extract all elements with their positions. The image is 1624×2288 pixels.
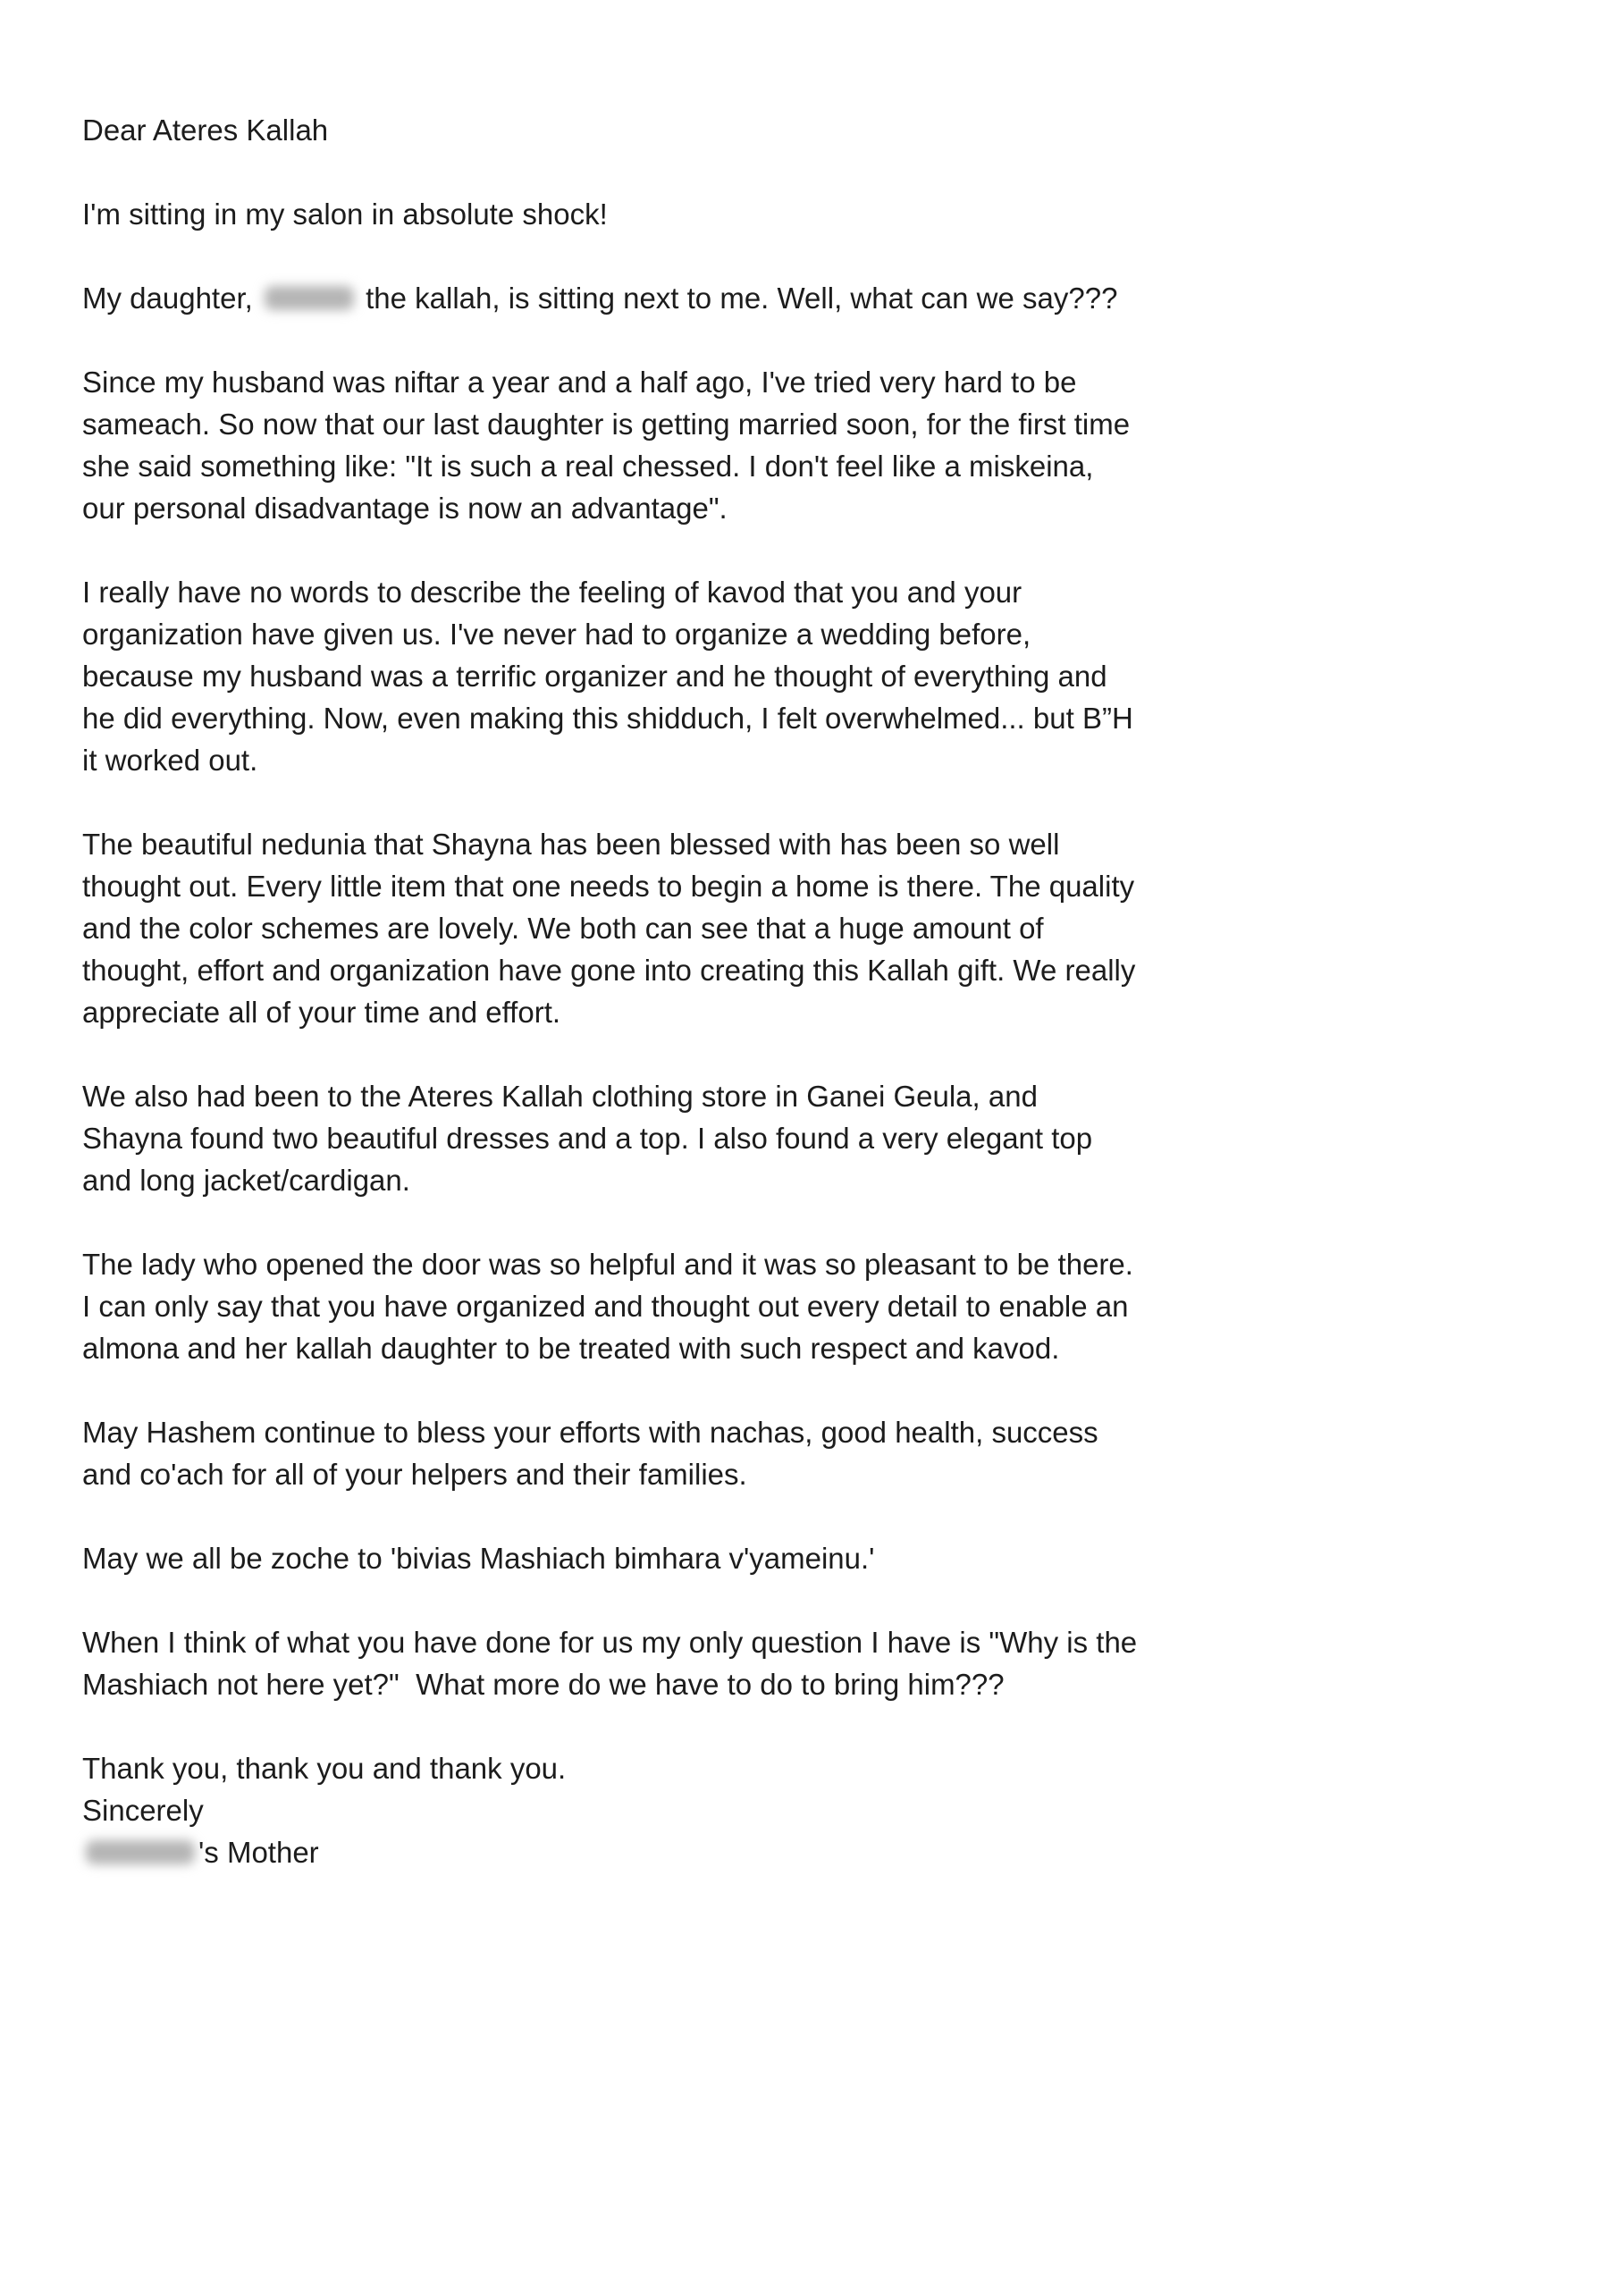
paragraph-kavod-gratitude: [82, 571, 1544, 781]
letter-text-segment: Since my husband was niftar a year and a half ago, I've tried very hard to be: [82, 366, 1077, 399]
redacted-name-blob: [86, 1840, 195, 1864]
letter-text-segment: When I think of what you have done for us my only question I have is "Why is the: [82, 1626, 1138, 1659]
letter-line: [82, 1453, 1544, 1495]
letter-text-segment: organization have given us. I've never had to organize a wedding before,: [82, 618, 1031, 651]
letter-line: [82, 739, 1544, 781]
letter-text-segment: thought, effort and organization have gone into creating this Kallah gift. We really: [82, 954, 1136, 987]
letter-line: [82, 571, 1544, 613]
letter-text-segment: and the color schemes are lovely. We both can see that a huge amount of: [82, 912, 1044, 945]
letter-line: [82, 109, 1544, 151]
letter-line: [82, 1789, 1544, 1831]
paragraph-opening: [82, 193, 1544, 235]
paragraph-blessing: [82, 1411, 1544, 1495]
letter-line: [82, 865, 1544, 907]
paragraph-daughter-intro: [82, 277, 1544, 319]
letter-text-segment: Mashiach not here yet?" What more do we have to do to bring him???: [82, 1668, 1005, 1701]
letter-text-segment: she said something like: "It is such a real chessed. I don't feel like a miskeina,: [82, 450, 1094, 483]
letter-line: [82, 949, 1544, 991]
letter-text-segment: I'm sitting in my salon in absolute shock!: [82, 198, 608, 231]
letter-line: [82, 1117, 1544, 1159]
letter-body: [82, 109, 1544, 1873]
letter-text-segment: our personal disadvantage is now an advantage".: [82, 492, 728, 525]
letter-line: [82, 1621, 1544, 1663]
paragraph-salutation: [82, 109, 1544, 151]
letter-line: [82, 1327, 1544, 1369]
letter-text-segment: I can only say that you have organized and thought out every detail to enable an: [82, 1290, 1129, 1323]
letter-text-segment: the kallah, is sitting next to me. Well, what can we say???: [357, 282, 1118, 315]
paragraph-zoche: [82, 1537, 1544, 1579]
letter-text-segment: sameach. So now that our last daughter is getting married soon, for the first time: [82, 408, 1131, 441]
letter-line: [82, 823, 1544, 865]
letter-line: [82, 991, 1544, 1033]
letter-text-segment: May we all be zoche to 'bivias Mashiach bimhara v'yameinu.': [82, 1542, 875, 1575]
letter-line: [82, 907, 1544, 949]
letter-text-segment: he did everything. Now, even making this shidduch, I felt overwhelmed... but B”H: [82, 702, 1133, 735]
letter-text-segment: appreciate all of your time and effort.: [82, 996, 561, 1029]
letter-line: [82, 193, 1544, 235]
letter-text-segment: May Hashem continue to bless your efforts with nachas, good health, success: [82, 1416, 1098, 1449]
letter-text-segment: almona and her kallah daughter to be treated with such respect and kavod.: [82, 1332, 1060, 1365]
letter-line: [82, 1663, 1544, 1705]
paragraph-closing-signature: [82, 1747, 1544, 1873]
letter-text-segment: Sincerely: [82, 1794, 204, 1827]
letter-line: [82, 697, 1544, 739]
letter-line: [82, 361, 1544, 403]
letter-line: [82, 655, 1544, 697]
letter-text-segment: Dear Ateres Kallah: [82, 114, 329, 147]
letter-text-segment: Thank you, thank you and thank you.: [82, 1752, 567, 1785]
letter-line: [82, 1075, 1544, 1117]
letter-line: [82, 277, 1544, 319]
letter-text-segment: The lady who opened the door was so helpful and it was so pleasant to be there.: [82, 1248, 1133, 1281]
letter-text-segment: thought out. Every little item that one needs to begin a home is there. The quality: [82, 870, 1135, 903]
letter-line: [82, 1411, 1544, 1453]
letter-line: [82, 445, 1544, 487]
letter-line: [82, 613, 1544, 655]
letter-line: [82, 1285, 1544, 1327]
letter-line: [82, 1537, 1544, 1579]
letter-text-segment: I really have no words to describe the feeling of kavod that you and your: [82, 576, 1022, 609]
letter-text-segment: because my husband was a terrific organizer and he thought of everything and: [82, 660, 1107, 693]
letter-text-segment: it worked out.: [82, 744, 258, 777]
paragraph-clothing-store: [82, 1075, 1544, 1201]
redacted-name-blob: [265, 286, 354, 310]
letter-text-segment: Shayna found two beautiful dresses and a top. I also found a very elegant top: [82, 1122, 1093, 1155]
letter-text-segment: We also had been to the Ateres Kallah clothing store in Ganei Geula, and: [82, 1080, 1038, 1113]
letter-text-segment: and co'ach for all of your helpers and their families.: [82, 1458, 747, 1491]
letter-line: [82, 1159, 1544, 1201]
letter-text-segment: My daughter,: [82, 282, 261, 315]
letter-line: [82, 1243, 1544, 1285]
letter-text-segment: 's Mother: [198, 1836, 319, 1869]
letter-text-segment: and long jacket/cardigan.: [82, 1164, 410, 1197]
letter-line: [82, 1831, 1544, 1873]
letter-line: [82, 487, 1544, 529]
paragraph-husband-niftar: [82, 361, 1544, 529]
paragraph-mashiach-question: [82, 1621, 1544, 1705]
letter-text-segment: The beautiful nedunia that Shayna has been blessed with has been so well: [82, 828, 1060, 861]
letter-line: [82, 1747, 1544, 1789]
paragraph-lady-at-door: [82, 1243, 1544, 1369]
paragraph-nedunia: [82, 823, 1544, 1033]
letter-line: [82, 403, 1544, 445]
